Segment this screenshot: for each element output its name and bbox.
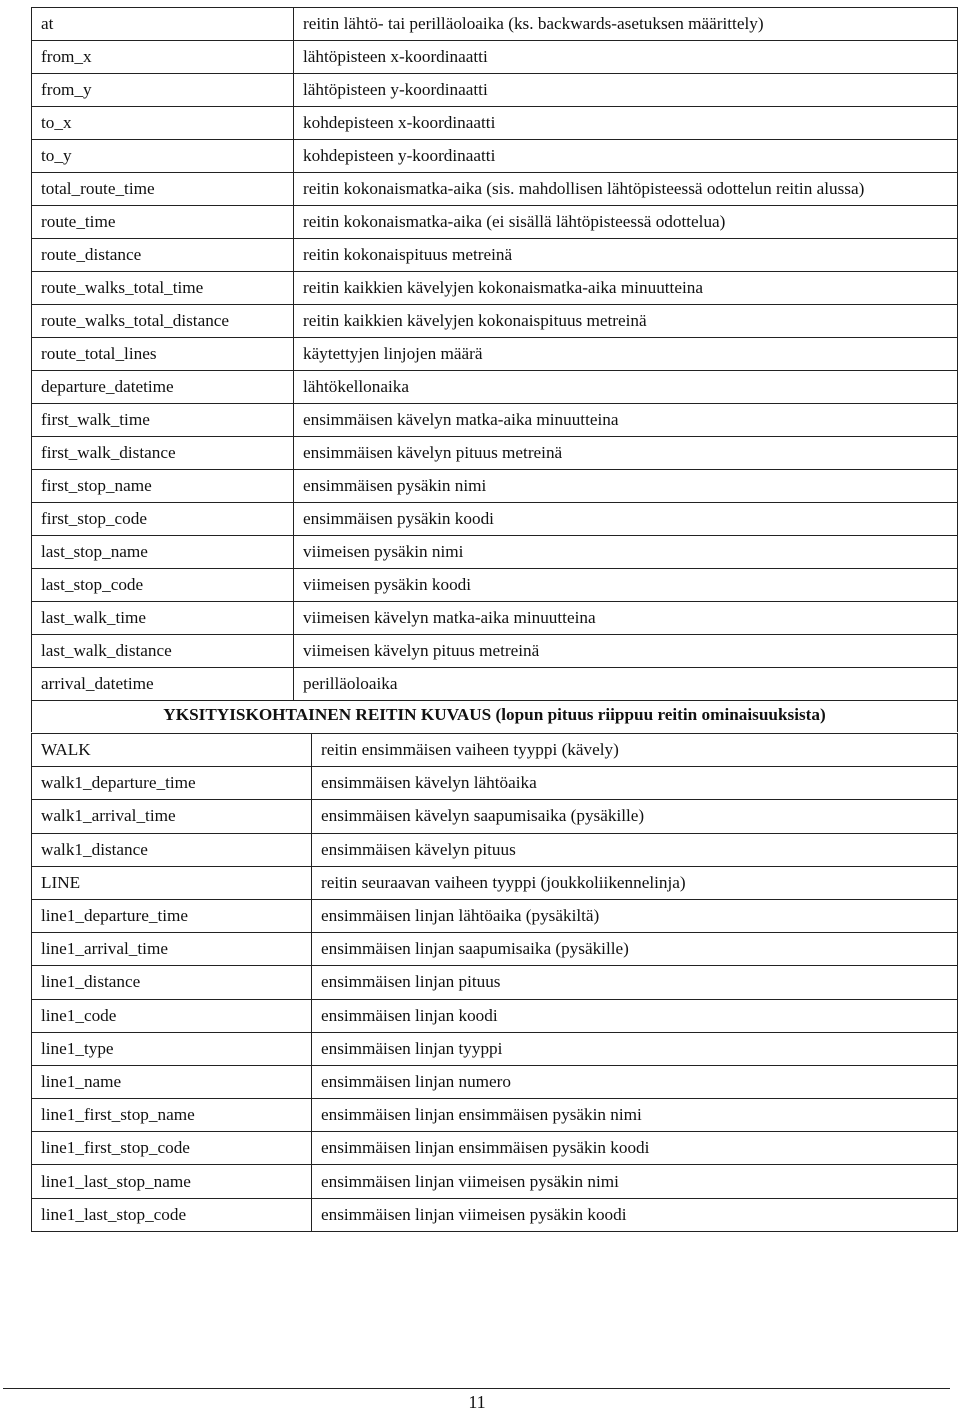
field-description: ensimmäisen linjan viimeisen pysäkin nimi [312,1165,958,1198]
field-name: walk1_distance [32,833,312,866]
table-row [32,41,958,74]
field-description: reitin lähtö- tai perilläoloaika (ks. backwards-asetuksen määrittely) [294,8,958,41]
field-description: ensimmäisen linjan lähtöaika (pysäkiltä) [312,899,958,932]
field-description: ensimmäisen kävelyn pituus metreinä [294,437,958,470]
field-description: reitin kaikkien kävelyjen kokonaismatka-aika minuutteina [294,272,958,305]
field-name: first_walk_time [32,404,294,437]
field-name: total_route_time [32,173,294,206]
field-name: line1_distance [32,966,312,999]
field-description: ensimmäisen kävelyn saapumisaika (pysäkille) [312,800,958,833]
page-number: 11 [468,1392,486,1412]
field-description: ensimmäisen linjan saapumisaika (pysäkille) [312,933,958,966]
table-row [32,1099,958,1132]
table-row [32,239,958,272]
table-row [32,635,958,668]
field-name: route_distance [32,239,294,272]
table-row [32,899,958,932]
table-row [32,966,958,999]
field-description: ensimmäisen kävelyn lähtöaika [312,767,958,800]
field-description: kohdepisteen x-koordinaatti [294,107,958,140]
field-name: line1_name [32,1065,312,1098]
table-row [32,404,958,437]
table-row [32,536,958,569]
field-description: ensimmäisen kävelyn matka-aika minuutteina [294,404,958,437]
field-description: lähtökellonaika [294,371,958,404]
table-row [32,206,958,239]
table-row [32,140,958,173]
table-row [32,503,958,536]
field-description: reitin kokonaispituus metreinä [294,239,958,272]
field-description: reitin seuraavan vaiheen tyyppi (joukkoliikennelinja) [312,866,958,899]
field-name: arrival_datetime [32,668,294,701]
field-description: ensimmäisen linjan viimeisen pysäkin koodi [312,1198,958,1231]
field-name: last_walk_time [32,602,294,635]
field-name: last_stop_code [32,569,294,602]
summary-table-body [32,8,958,701]
field-name: from_x [32,41,294,74]
field-description: ensimmäisen linjan ensimmäisen pysäkin koodi [312,1132,958,1165]
table-row [32,833,958,866]
field-name: LINE [32,866,312,899]
table-row [32,767,958,800]
field-description: viimeisen pysäkin koodi [294,569,958,602]
field-name: line1_code [32,999,312,1032]
field-table-detailed-route [31,733,958,1232]
field-name: line1_type [32,1032,312,1065]
field-name: route_total_lines [32,338,294,371]
table-row [32,305,958,338]
field-description: kohdepisteen y-koordinaatti [294,140,958,173]
table-row [32,470,958,503]
table-row [32,602,958,635]
table-row [32,272,958,305]
field-name: route_time [32,206,294,239]
field-description: viimeisen kävelyn pituus metreinä [294,635,958,668]
table-row [32,800,958,833]
table-row [32,8,958,41]
field-name: route_walks_total_distance [32,305,294,338]
table-row [32,933,958,966]
field-name: line1_arrival_time [32,933,312,966]
field-name: from_y [32,74,294,107]
field-name: line1_last_stop_name [32,1165,312,1198]
field-name: line1_departure_time [32,899,312,932]
field-description: käytettyjen linjojen määrä [294,338,958,371]
field-description: ensimmäisen pysäkin koodi [294,503,958,536]
table-row [32,437,958,470]
field-name: line1_last_stop_code [32,1198,312,1231]
table-row [32,668,958,701]
field-name: WALK [32,734,312,767]
table-row [32,1198,958,1231]
field-description: reitin ensimmäisen vaiheen tyyppi (kävely) [312,734,958,767]
field-description: reitin kokonaismatka-aika (ei sisällä lähtöpisteessä odottelua) [294,206,958,239]
field-description: viimeisen kävelyn matka-aika minuutteina [294,602,958,635]
field-name: last_stop_name [32,536,294,569]
field-name: departure_datetime [32,371,294,404]
table-row [32,107,958,140]
table-row [32,569,958,602]
field-description: ensimmäisen linjan ensimmäisen pysäkin nimi [312,1099,958,1132]
table-row [32,734,958,767]
field-name: walk1_arrival_time [32,800,312,833]
field-name: to_y [32,140,294,173]
field-name: route_walks_total_time [32,272,294,305]
table-row [32,74,958,107]
field-description: ensimmäisen linjan pituus [312,966,958,999]
field-description: ensimmäisen linjan tyyppi [312,1032,958,1065]
field-name: last_walk_distance [32,635,294,668]
section-heading: YKSITYISKOHTAINEN REITIN KUVAUS (lopun pituus riippuu reitin ominaisuuksista) [31,697,958,732]
field-name: to_x [32,107,294,140]
field-name: walk1_departure_time [32,767,312,800]
table-row [32,866,958,899]
field-name: line1_first_stop_name [32,1099,312,1132]
table-row [32,338,958,371]
field-description: perilläoloaika [294,668,958,701]
field-name: first_stop_name [32,470,294,503]
field-description: reitin kokonaismatka-aika (sis. mahdollisen lähtöpisteessä odottelun reitin alussa) [294,173,958,206]
table-row [32,1165,958,1198]
field-name: at [32,8,294,41]
field-description: lähtöpisteen x-koordinaatti [294,41,958,74]
field-description: reitin kaikkien kävelyjen kokonaispituus metreinä [294,305,958,338]
table-row [32,1132,958,1165]
table-row [32,1032,958,1065]
field-description: ensimmäisen linjan koodi [312,999,958,1032]
field-description: lähtöpisteen y-koordinaatti [294,74,958,107]
table-row [32,371,958,404]
footer-divider [3,1388,950,1389]
table-row [32,999,958,1032]
field-description: ensimmäisen pysäkin nimi [294,470,958,503]
field-name: first_walk_distance [32,437,294,470]
field-name: first_stop_code [32,503,294,536]
field-description: ensimmäisen linjan numero [312,1065,958,1098]
field-description: viimeisen pysäkin nimi [294,536,958,569]
detail-table-body [32,734,958,1232]
field-table-summary [31,7,958,701]
table-row [32,173,958,206]
field-description: ensimmäisen kävelyn pituus [312,833,958,866]
field-name: line1_first_stop_code [32,1132,312,1165]
table-row [32,1065,958,1098]
